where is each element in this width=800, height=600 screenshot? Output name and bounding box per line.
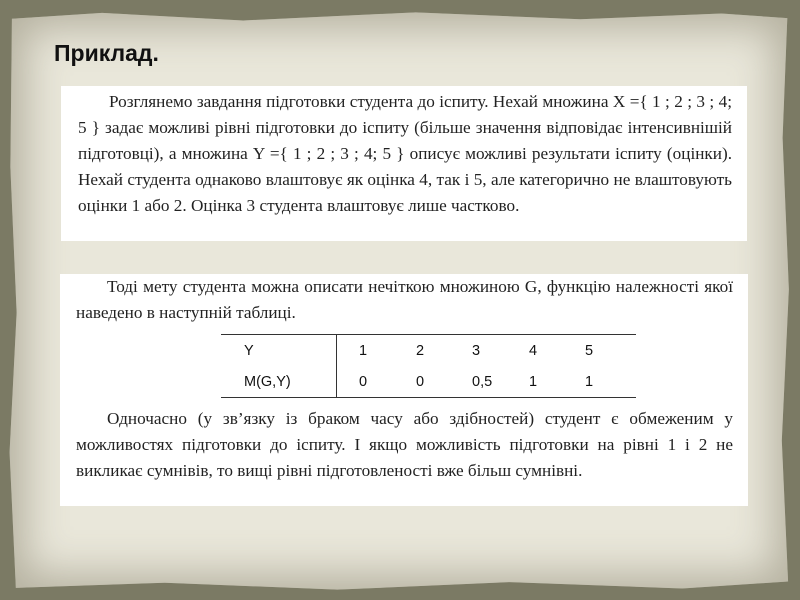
table-row [221,335,636,367]
table-cell: 2 [416,335,472,367]
paragraph-3: Одночасно (у зв’язку із браком часу або здібностей) студент є обмеженим у можливостях підготовки до іспиту. І якщо можливість підготовки на рівні 1 і 2 не викликає сумнівів, то вищі рівні підготовленості вже більш сумнівні. [76,409,733,480]
table-cell: 1 [585,366,636,398]
table-row-header: M(G,Y) [221,366,337,398]
text-block-1 [61,86,747,241]
text-block-2 [60,274,748,506]
table-cell: 4 [529,335,585,367]
table-cell: 0,5 [472,366,529,398]
paragraph-1: Розглянемо завдання підготовки студента до іспиту. Нехай множина X ={ 1 ; 2 ; 3 ; 4; 5 } задає можливі рівні підготовки до іспиту (більше значення відповідає інтенсивнішій підготовці), а множина Y ={ 1 ; 2 ; 3 ; 4; 5 } описує можливі результати іспиту (оцінки). Нехай студента однаково влаштовує як оцінка 4, так і 5, але категорично не влаштовують оцінки 1 або 2. Оцінка 3 студента влаштовує лише частково. [78,92,732,215]
table-cell: 1 [337,335,417,367]
slide-title: Приклад. [54,40,159,66]
table-cell: 0 [416,366,472,398]
table-cell: 5 [585,335,636,367]
membership-table [221,334,636,398]
table-cell: 3 [472,335,529,367]
paragraph-2: Тоді мету студента можна описати нечіткою множиною G, функцію належності якої наведено в наступній таблиці. [76,277,733,322]
table-cell: 0 [337,366,417,398]
table-row-header: Y [221,335,337,367]
table-cell: 1 [529,366,585,398]
table-row [221,366,636,398]
